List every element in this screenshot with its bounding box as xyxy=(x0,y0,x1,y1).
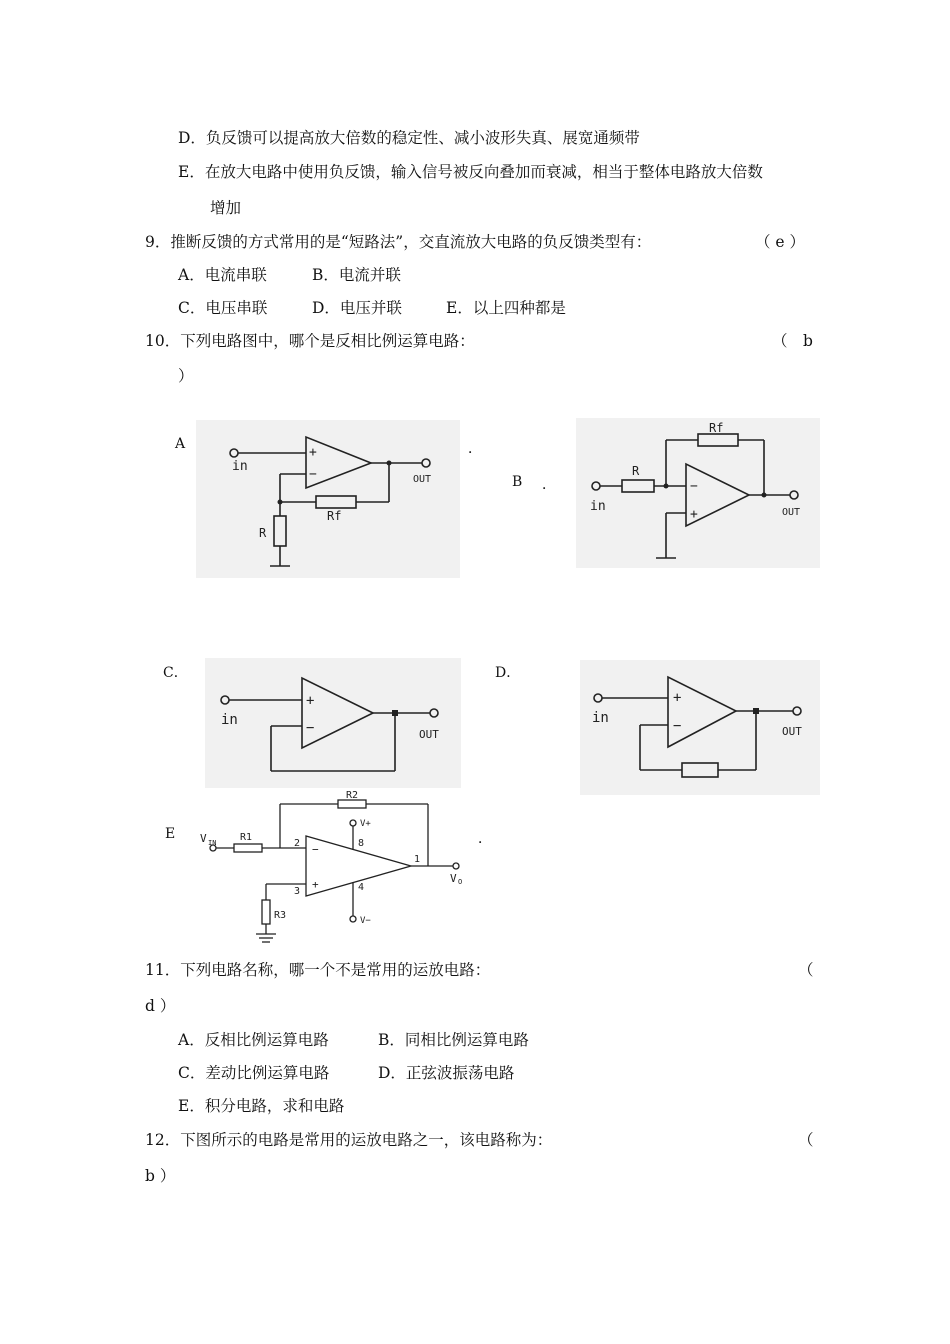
q11-option-a: A．反相比例运算电路 xyxy=(178,1031,329,1049)
circuit-b-rf-label: Rf xyxy=(709,421,724,435)
circuit-b-diagram xyxy=(576,418,820,568)
circuit-d-minus: − xyxy=(673,718,682,734)
q9-option-e: E．以上四种都是 xyxy=(446,299,566,317)
circuit-e-vo-label: V xyxy=(450,872,457,885)
q11-answer: （ xyxy=(798,961,814,979)
circuit-a-out-label: OUT xyxy=(413,474,432,485)
q11-option-d: D．正弦波振荡电路 xyxy=(378,1064,515,1082)
circuit-e-diagram xyxy=(196,790,476,950)
q11-stem: 11．下列电路名称，哪一个不是常用的运放电路： xyxy=(145,961,491,979)
q9-option-b: B．电流并联 xyxy=(312,266,401,284)
circuit-a-diagram xyxy=(196,420,460,578)
circuit-e-pin1: 1 xyxy=(414,854,421,865)
q9-option-d: D．电压并联 xyxy=(312,299,402,317)
q11-option-c: C．差动比例运算电路 xyxy=(178,1064,330,1082)
circuit-a-r-label: R xyxy=(259,526,267,540)
q10-answer: （ b xyxy=(772,332,813,350)
circuit-d-out-label: OUT xyxy=(782,725,802,738)
circuit-a-plus: + xyxy=(309,445,317,460)
circuit-c-label: C． xyxy=(163,665,188,681)
circuit-c-minus: − xyxy=(306,720,315,736)
circuit-e-r3-label: R3 xyxy=(274,910,287,921)
q12-answer-close: b ） xyxy=(145,1167,176,1185)
circuit-e-vplus-label: V+ xyxy=(360,819,371,829)
circuit-a-dot: ． xyxy=(468,441,482,457)
circuit-e-minus: − xyxy=(312,843,319,856)
circuit-e-dot: ． xyxy=(478,831,492,847)
circuit-d-label: D． xyxy=(495,665,521,681)
q12-answer: （ xyxy=(798,1131,814,1149)
q9-stem: 9．推断反馈的方式常用的是“短路法”，交直流放大电路的负反馈类型有： xyxy=(145,233,652,251)
q12-stem: 12．下图所示的电路是常用的运放电路之一，该电路称为： xyxy=(145,1131,553,1149)
circuit-e-r1-label: R1 xyxy=(240,832,253,843)
circuit-b-label: B xyxy=(512,474,523,490)
circuit-a-minus: − xyxy=(309,467,317,482)
circuit-a-label: A xyxy=(175,436,186,452)
q9-option-a: A．电流串联 xyxy=(178,266,267,284)
q8-option-e-cont: 增加 xyxy=(210,199,242,217)
circuit-e-label: E xyxy=(165,826,176,842)
circuit-e-vminus-label: V− xyxy=(360,916,371,926)
circuit-d-plus: + xyxy=(673,690,682,706)
circuit-e-pin2: 2 xyxy=(294,838,301,849)
circuit-e-pin8: 8 xyxy=(358,838,365,849)
circuit-d-in-label: in xyxy=(592,710,609,726)
circuit-b-minus: − xyxy=(690,479,698,494)
circuit-e-r2-label: R2 xyxy=(346,790,359,801)
q10-answer-close: ） xyxy=(178,367,194,385)
circuit-b-plus: + xyxy=(690,507,698,522)
circuit-e-vo-sub: O xyxy=(458,878,463,886)
q9-answer: （ e ） xyxy=(755,233,806,251)
circuit-b-r-label: R xyxy=(632,464,640,478)
circuit-e-pin4: 4 xyxy=(358,882,365,893)
circuit-b-dot: ． xyxy=(542,477,556,493)
q8-option-d: D．负反馈可以提高放大倍数的稳定性、减小波形失真、展宽通频带 xyxy=(178,129,640,147)
circuit-c-out-label: OUT xyxy=(419,728,439,741)
circuit-c-in-label: in xyxy=(221,712,238,728)
q10-stem: 10．下列电路图中，哪个是反相比例运算电路： xyxy=(145,332,475,350)
circuit-d-diagram xyxy=(580,660,820,795)
circuit-a-in-label: in xyxy=(232,459,248,474)
q9-option-c: C．电压串联 xyxy=(178,299,268,317)
circuit-c-plus: + xyxy=(306,693,315,709)
q11-option-e: E．积分电路，求和电路 xyxy=(178,1097,345,1115)
circuit-b-out-label: OUT xyxy=(782,507,801,518)
circuit-c-diagram xyxy=(205,658,461,788)
circuit-e-pin3: 3 xyxy=(294,886,301,897)
circuit-e-plus: + xyxy=(312,878,319,891)
q11-answer-close: d ） xyxy=(145,997,176,1015)
circuit-b-in-label: in xyxy=(590,499,606,514)
q11-option-b: B．同相比例运算电路 xyxy=(378,1031,529,1049)
circuit-a-rf-label: Rf xyxy=(327,509,342,523)
circuit-e-vin-label: V xyxy=(200,832,207,845)
q8-option-e: E．在放大电路中使用负反馈，输入信号被反向叠加而衰减，相当于整体电路放大倍数 xyxy=(178,163,763,181)
circuit-e-vin-sub: IN xyxy=(208,839,217,847)
